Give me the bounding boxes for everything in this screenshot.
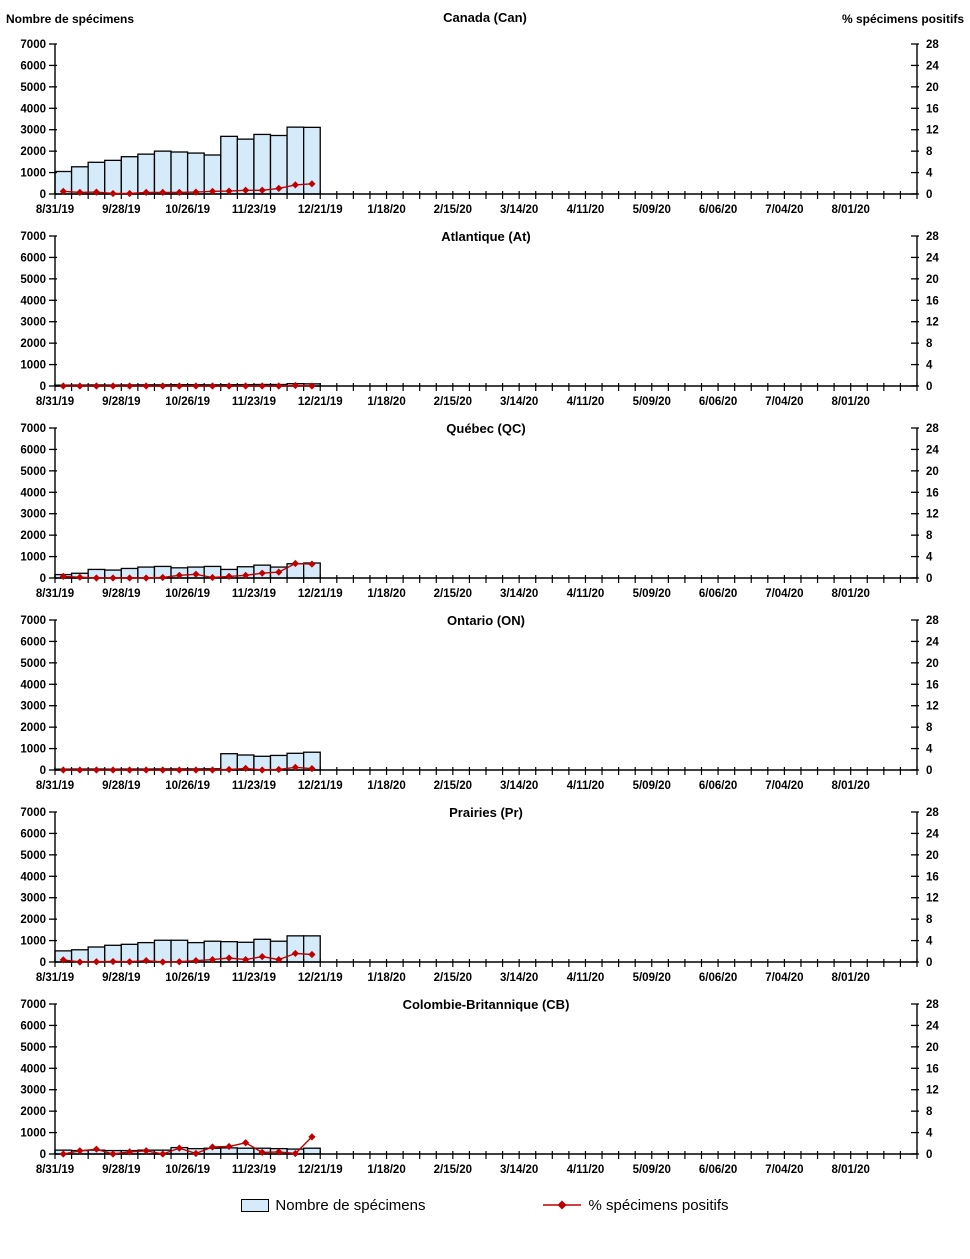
right-axis-tick-label: 20 (926, 657, 939, 670)
bar-swatch-icon (241, 1199, 269, 1212)
left-axis-tick-label: 6000 (20, 828, 46, 841)
chart-atlantique-plot (0, 224, 970, 416)
diamond-marker-icon (192, 766, 199, 773)
x-axis-tick-label: 6/06/20 (698, 396, 738, 408)
left-axis-tick-label: 0 (39, 381, 46, 393)
right-axis-tick-label: 28 (926, 39, 939, 51)
right-axis-tick-label: 8 (926, 914, 933, 927)
right-axis-tick-label: 28 (926, 999, 939, 1011)
x-axis-tick-label: 11/23/19 (231, 1164, 276, 1176)
left-axis-tick-label: 4000 (20, 103, 46, 116)
right-axis-tick-label: 20 (926, 1041, 939, 1054)
x-axis-tick-label: 3/14/20 (499, 204, 539, 216)
x-axis-tick-label: 5/09/20 (632, 972, 671, 984)
x-axis-tick-label: 8/31/19 (35, 396, 75, 408)
left-axis-tick-label: 1000 (20, 935, 46, 948)
x-axis-tick-label: 10/26/19 (165, 204, 210, 216)
left-axis-tick-label: 1000 (20, 167, 46, 180)
right-axis-tick-label: 8 (926, 530, 933, 543)
x-axis-tick-label: 6/06/20 (698, 972, 738, 984)
x-axis-tick-label: 10/26/19 (165, 1164, 210, 1176)
right-axis-tick-label: 16 (926, 871, 939, 884)
left-axis-tick-label: 5000 (20, 849, 46, 862)
x-axis-tick-label: 7/04/20 (765, 780, 804, 792)
left-axis-tick-label: 3000 (20, 316, 46, 329)
x-axis-tick-label: 8/31/19 (35, 1164, 75, 1176)
left-axis-tick-label: 7000 (20, 231, 46, 243)
left-axis-tick-label: 1000 (20, 551, 46, 564)
x-axis-tick-label: 5/09/20 (632, 588, 671, 600)
right-axis-tick-label: 16 (926, 487, 939, 500)
right-axis-tick-label: 28 (926, 615, 939, 627)
x-axis-tick-label: 4/11/20 (566, 1164, 605, 1176)
x-axis-tick-label: 4/11/20 (566, 972, 605, 984)
right-axis-tick-label: 20 (926, 81, 939, 94)
legend (0, 1184, 970, 1226)
left-axis-tick-label: 0 (39, 765, 46, 777)
diamond-marker-icon (192, 382, 199, 389)
specimen-bar (237, 1148, 254, 1154)
x-axis-tick-label: 11/23/19 (231, 396, 276, 408)
chart-quebec (0, 416, 970, 608)
diamond-marker-icon (109, 382, 116, 389)
right-axis-tick-label: 0 (926, 1149, 933, 1161)
x-axis-tick-label: 11/23/19 (231, 204, 276, 216)
x-axis-tick-label: 8/01/20 (831, 1164, 870, 1176)
left-axis-tick-label: 0 (39, 189, 46, 201)
x-axis-tick-label: 1/18/20 (367, 1164, 406, 1176)
chart-ontario-plot (0, 608, 970, 800)
chart-title: Colombie-Britannique (CB) (402, 997, 570, 1012)
chart-ontario (0, 608, 970, 800)
x-axis-tick-label: 2/15/20 (433, 780, 473, 792)
x-axis-tick-label: 5/09/20 (632, 780, 671, 792)
right-axis-tick-label: 28 (926, 231, 939, 243)
x-axis-tick-label: 12/21/19 (297, 780, 343, 792)
left-axis-tick-label: 0 (39, 1149, 46, 1161)
chart-title: Atlantique (At) (441, 229, 531, 244)
diamond-marker-icon (176, 766, 183, 773)
diamond-marker-icon (242, 1139, 249, 1146)
specimen-bar (237, 139, 254, 194)
left-axis-tick-label: 7000 (20, 807, 46, 819)
diamond-marker-icon (225, 382, 232, 389)
x-axis-tick-label: 6/06/20 (698, 204, 738, 216)
left-axis-tick-label: 1000 (20, 743, 46, 756)
right-axis-tick-label: 4 (926, 935, 933, 948)
x-axis-tick-label: 11/23/19 (231, 588, 276, 600)
right-axis-tick-label: 0 (926, 765, 933, 777)
x-axis-tick-label: 9/28/19 (102, 780, 141, 792)
x-axis-tick-label: 6/06/20 (698, 780, 738, 792)
right-axis-tick-label: 4 (926, 167, 933, 180)
chart-title: Québec (QC) (446, 421, 526, 436)
right-axis-tick-label: 24 (926, 636, 939, 649)
x-axis-tick-label: 1/18/20 (367, 396, 406, 408)
diamond-marker-icon (93, 766, 100, 773)
x-axis-tick-label: 1/18/20 (367, 780, 406, 792)
left-axis-tick-label: 5000 (20, 657, 46, 670)
right-axis-tick-label: 12 (926, 700, 939, 713)
left-axis-tick-label: 6000 (20, 1020, 46, 1033)
right-axis-tick-label: 12 (926, 316, 939, 329)
x-axis-tick-label: 12/21/19 (297, 204, 343, 216)
x-axis-tick-label: 9/28/19 (102, 396, 141, 408)
x-axis-tick-label: 12/21/19 (297, 1164, 343, 1176)
legend-line-label: % spécimens positifs (588, 1196, 729, 1214)
left-axis-tick-label: 4000 (20, 679, 46, 692)
left-axis-tick-label: 5000 (20, 1041, 46, 1054)
left-axis-tick-label: 2000 (20, 914, 46, 927)
legend-item-pct-positifs (541, 1197, 729, 1214)
right-axis-tick-label: 12 (926, 124, 939, 137)
diamond-marker-icon (143, 766, 150, 773)
x-axis-tick-label: 3/14/20 (499, 972, 539, 984)
x-axis-tick-label: 4/11/20 (566, 588, 605, 600)
x-axis-tick-label: 4/11/20 (566, 780, 605, 792)
x-axis-tick-label: 10/26/19 (165, 588, 210, 600)
x-axis-tick-label: 9/28/19 (102, 972, 141, 984)
left-axis-tick-label: 0 (39, 573, 46, 585)
specimen-bar (154, 151, 171, 194)
diamond-marker-icon (209, 766, 216, 773)
x-axis-tick-label: 2/15/20 (433, 1164, 473, 1176)
chart-quebec-plot (0, 416, 970, 608)
chart-canada (0, 6, 970, 224)
diamond-marker-icon (242, 382, 249, 389)
diamond-marker-icon (93, 382, 100, 389)
right-axis-tick-label: 16 (926, 295, 939, 308)
x-axis-tick-label: 3/14/20 (499, 588, 539, 600)
left-axis-tick-label: 2000 (20, 338, 46, 351)
diamond-marker-icon (126, 766, 133, 773)
x-axis-tick-label: 2/15/20 (433, 972, 473, 984)
right-axis-tick-label: 16 (926, 1063, 939, 1076)
right-axis-tick-label: 0 (926, 381, 933, 393)
left-axis-tick-label: 2000 (20, 722, 46, 735)
left-axis-tick-label: 7000 (20, 39, 46, 51)
chart-prairies (0, 800, 970, 992)
x-axis-tick-label: 8/31/19 (35, 588, 75, 600)
left-axis-tick-label: 7000 (20, 423, 46, 435)
diamond-marker-icon (275, 382, 282, 389)
x-axis-tick-label: 8/01/20 (831, 396, 870, 408)
left-axis-tick-label: 7000 (20, 999, 46, 1011)
right-axis-tick-label: 12 (926, 508, 939, 521)
right-axis-tick-label: 20 (926, 849, 939, 862)
left-axis-tick-label: 5000 (20, 81, 46, 94)
left-axis-tick-label: 4000 (20, 487, 46, 500)
left-axis-tick-label: 4000 (20, 1063, 46, 1076)
chart-title: Ontario (ON) (447, 613, 525, 628)
right-axis-tick-label: 16 (926, 679, 939, 692)
x-axis-tick-label: 4/11/20 (566, 396, 605, 408)
right-axis-tick-label: 12 (926, 892, 939, 905)
x-axis-tick-label: 9/28/19 (102, 1164, 141, 1176)
diamond-marker-icon (109, 766, 116, 773)
x-axis-tick-label: 9/28/19 (102, 204, 141, 216)
diamond-marker-icon (259, 382, 266, 389)
x-axis-tick-label: 7/04/20 (765, 396, 804, 408)
left-axis-tick-label: 4000 (20, 871, 46, 884)
left-axis-tick-label: 5000 (20, 465, 46, 478)
x-axis-tick-label: 7/04/20 (765, 588, 804, 600)
left-axis-tick-label: 0 (39, 957, 46, 969)
right-axis-tick-label: 24 (926, 60, 939, 73)
x-axis-tick-label: 1/18/20 (367, 972, 406, 984)
x-axis-tick-label: 6/06/20 (698, 1164, 738, 1176)
x-axis-tick-label: 8/31/19 (35, 780, 75, 792)
diamond-marker-icon (143, 382, 150, 389)
x-axis-tick-label: 8/31/19 (35, 972, 75, 984)
left-axis-tick-label: 2000 (20, 1106, 46, 1119)
x-axis-tick-label: 10/26/19 (165, 972, 210, 984)
legend-item-specimens (241, 1197, 425, 1214)
x-axis-tick-label: 3/14/20 (499, 1164, 539, 1176)
x-axis-tick-label: 5/09/20 (632, 204, 671, 216)
diamond-marker-icon (126, 382, 133, 389)
x-axis-tick-label: 4/11/20 (566, 204, 605, 216)
chart-title: Prairies (Pr) (449, 805, 523, 820)
specimen-bar (138, 154, 155, 194)
right-axis-tick-label: 24 (926, 444, 939, 457)
left-axis-tick-label: 3000 (20, 700, 46, 713)
x-axis-tick-label: 7/04/20 (765, 972, 804, 984)
specimen-bar (221, 136, 238, 194)
x-axis-tick-label: 11/23/19 (231, 780, 276, 792)
chart-colombie-britannique (0, 992, 970, 1184)
x-axis-tick-label: 8/01/20 (831, 972, 870, 984)
x-axis-tick-label: 8/31/19 (35, 204, 75, 216)
x-axis-tick-label: 6/06/20 (698, 588, 738, 600)
chart-colombie-britannique-plot (0, 992, 970, 1184)
left-axis-tick-label: 4000 (20, 295, 46, 308)
diamond-marker-icon (292, 382, 299, 389)
x-axis-tick-label: 11/23/19 (231, 972, 276, 984)
left-axis-tick-label: 2000 (20, 530, 46, 543)
x-axis-tick-label: 10/26/19 (165, 396, 210, 408)
right-axis-tick-label: 8 (926, 338, 933, 351)
right-axis-tick-label: 0 (926, 189, 933, 201)
x-axis-tick-label: 7/04/20 (765, 1164, 804, 1176)
pct-positive-line (63, 386, 312, 387)
specimen-bar (188, 153, 205, 194)
left-axis-tick-label: 3000 (20, 892, 46, 905)
right-axis-tick-label: 24 (926, 1020, 939, 1033)
chart-atlantique (0, 224, 970, 416)
left-axis-title: Nombre de spécimens (6, 12, 135, 26)
left-axis-tick-label: 6000 (20, 252, 46, 265)
x-axis-tick-label: 5/09/20 (632, 1164, 671, 1176)
x-axis-tick-label: 12/21/19 (297, 396, 343, 408)
right-axis-tick-label: 4 (926, 1127, 933, 1140)
right-axis-tick-label: 4 (926, 551, 933, 564)
left-axis-tick-label: 3000 (20, 124, 46, 137)
x-axis-tick-label: 2/15/20 (433, 204, 473, 216)
x-axis-tick-label: 12/21/19 (297, 588, 343, 600)
right-axis-tick-label: 4 (926, 743, 933, 756)
x-axis-tick-label: 12/21/19 (297, 972, 343, 984)
left-axis-tick-label: 1000 (20, 1127, 46, 1140)
specimen-bar (287, 936, 304, 962)
right-axis-tick-label: 8 (926, 1106, 933, 1119)
right-axis-tick-label: 8 (926, 146, 933, 159)
left-axis-tick-label: 2000 (20, 146, 46, 159)
chart-prairies-plot (0, 800, 970, 992)
x-axis-tick-label: 3/14/20 (499, 780, 539, 792)
right-axis-tick-label: 4 (926, 359, 933, 372)
diamond-marker-icon (176, 382, 183, 389)
chart-canada-header (0, 6, 970, 32)
right-axis-tick-label: 16 (926, 103, 939, 116)
x-axis-tick-label: 1/18/20 (367, 204, 406, 216)
x-axis-tick-label: 1/18/20 (367, 588, 406, 600)
x-axis-tick-label: 7/04/20 (765, 204, 804, 216)
left-axis-tick-label: 6000 (20, 444, 46, 457)
right-axis-title: % spécimens positifs (841, 12, 964, 26)
left-axis-tick-label: 5000 (20, 273, 46, 286)
x-axis-tick-label: 8/01/20 (831, 204, 870, 216)
right-axis-tick-label: 0 (926, 573, 933, 585)
x-axis-tick-label: 9/28/19 (102, 588, 141, 600)
x-axis-tick-label: 10/26/19 (165, 780, 210, 792)
right-axis-tick-label: 20 (926, 273, 939, 286)
right-axis-tick-label: 0 (926, 957, 933, 969)
right-axis-tick-label: 28 (926, 807, 939, 819)
right-axis-tick-label: 24 (926, 252, 939, 265)
specimen-bar (171, 152, 188, 194)
x-axis-tick-label: 3/14/20 (499, 396, 539, 408)
left-axis-tick-label: 6000 (20, 636, 46, 649)
right-axis-tick-label: 28 (926, 423, 939, 435)
specimen-bar (121, 157, 138, 194)
left-axis-tick-label: 6000 (20, 60, 46, 73)
left-axis-tick-label: 3000 (20, 508, 46, 521)
x-axis-tick-label: 8/01/20 (831, 780, 870, 792)
specimen-bar (254, 134, 271, 194)
specimen-bar (105, 160, 122, 194)
diamond-marker-icon (209, 382, 216, 389)
specimen-bar (304, 1148, 321, 1154)
right-axis-tick-label: 12 (926, 1084, 939, 1097)
x-axis-tick-label: 8/01/20 (831, 588, 870, 600)
right-axis-tick-label: 8 (926, 722, 933, 735)
diamond-marker-icon (60, 766, 67, 773)
chart-title-canada: Canada (Can) (443, 10, 527, 25)
legend-bars-label: Nombre de spécimens (275, 1196, 426, 1214)
diamond-marker-icon (60, 382, 67, 389)
chart-canada-plot (0, 32, 970, 224)
left-axis-tick-label: 1000 (20, 359, 46, 372)
diamond-marker-icon (60, 573, 67, 580)
diamond-marker-icon (76, 766, 83, 773)
right-axis-tick-label: 24 (926, 828, 939, 841)
left-axis-tick-label: 3000 (20, 1084, 46, 1097)
diamond-marker-icon (159, 382, 166, 389)
x-axis-tick-label: 2/15/20 (433, 588, 473, 600)
diamond-marker-icon (159, 766, 166, 773)
left-axis-tick-label: 7000 (20, 615, 46, 627)
line-diamond-icon (541, 1199, 583, 1211)
x-axis-tick-label: 5/09/20 (632, 396, 671, 408)
right-axis-tick-label: 20 (926, 465, 939, 478)
diamond-marker-icon (76, 382, 83, 389)
x-axis-tick-label: 2/15/20 (433, 396, 473, 408)
